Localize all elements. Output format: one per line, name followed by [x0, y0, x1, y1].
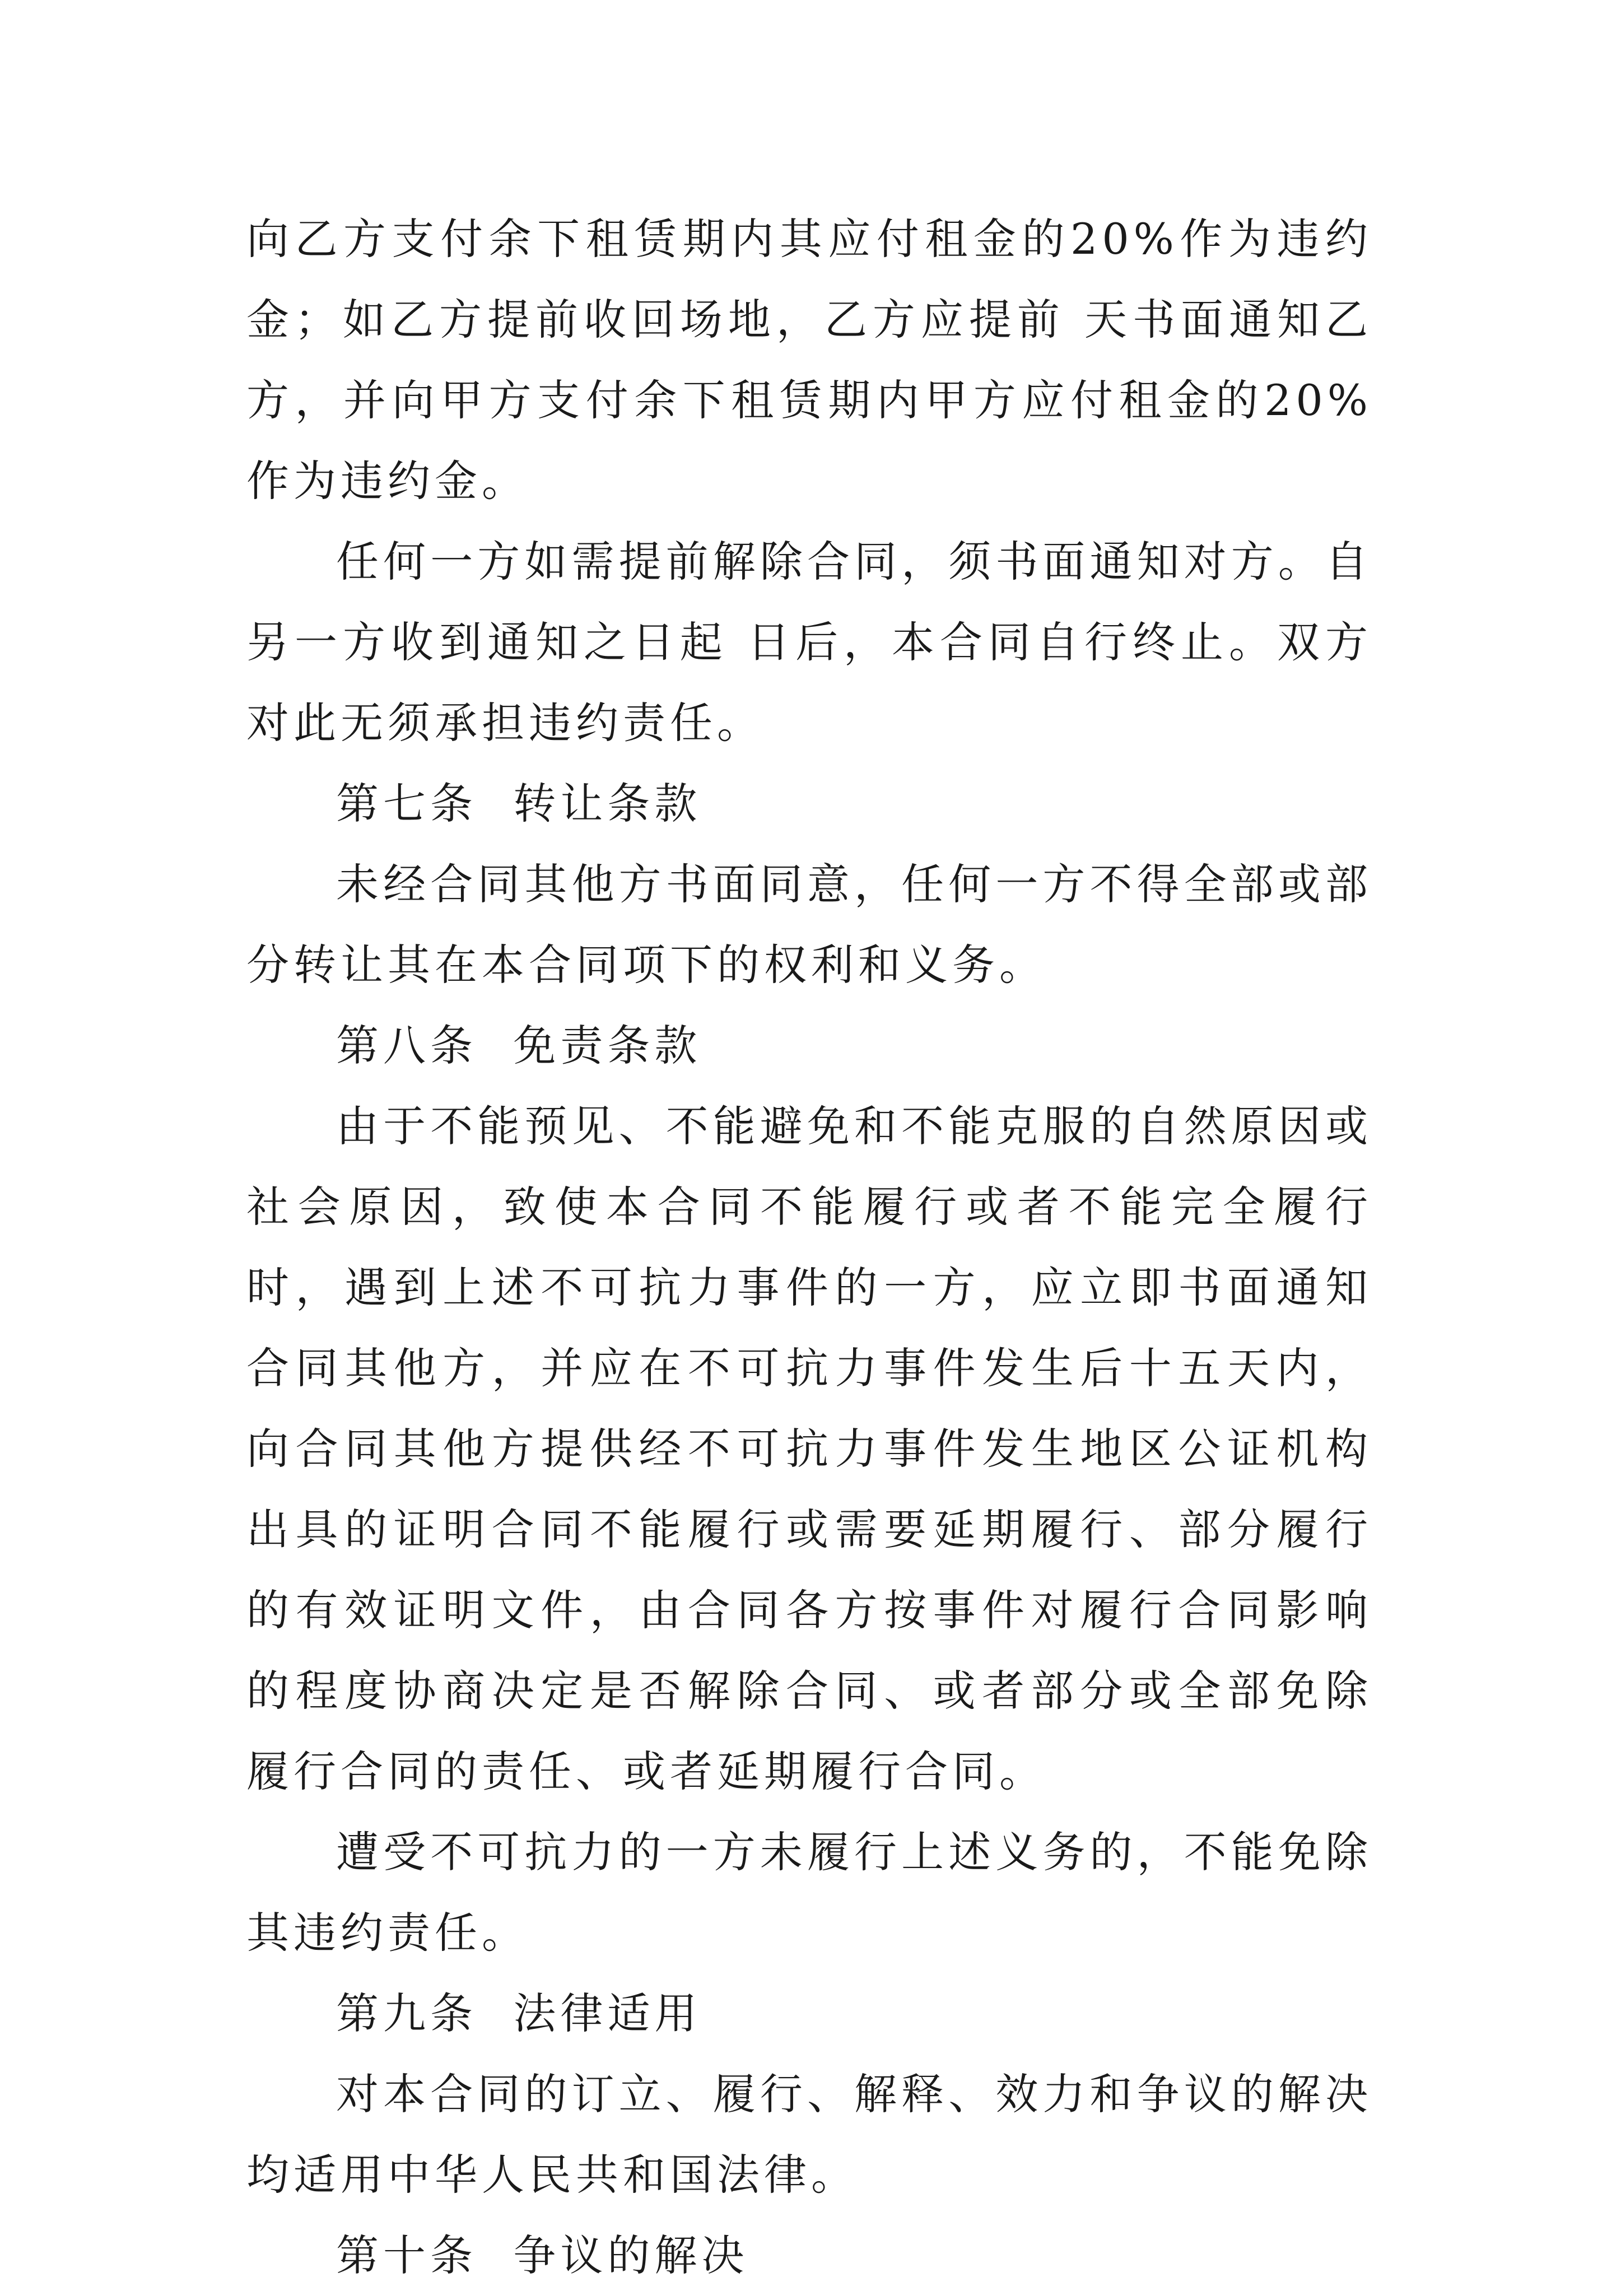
paragraph-force-majeure: 由于不能预见、不能避免和不能克服的自然原因或社会原因，致使本合同不能履行或者不能完全履行时，遇到上述不可抗力事件的一方，应立即书面通知合同其他方，并应在不可抗力事件发生后十五天内，向合同其他方提供经不可抗力事件发生地区公证机构出具的证明合同不能履行或需要延期履行、部分履行的有效证明文件，由合同各方按事件对履行合同影响的程度协商决定是否解除合同、或者部分或全部免除履行合同的责任、或者延期履行合同。	[246, 1101, 1372, 1796]
paragraph-governing-law: 对本合同的订立、履行、解释、效力和争议的解决均适用中华人民共和国法律。	[246, 2069, 1372, 2200]
paragraph-penalty-clause: 向乙方支付余下租赁期内其应付租金的20%作为违约金；如乙方提前收回场地，乙方应提前 天书面通知乙方，并向甲方支付余下租赁期内甲方应付租金的20%作为违约金。	[246, 214, 1372, 506]
heading-article-7: 第七条 转让条款	[336, 779, 702, 828]
heading-article-8: 第八条 免责条款	[336, 1021, 702, 1070]
heading-article-9: 第九条 法律适用	[336, 1988, 702, 2038]
document-body	[246, 199, 1372, 2296]
paragraph-transfer: 未经合同其他方书面同意，任何一方不得全部或部分转让其在本合同项下的权利和义务。	[246, 859, 1372, 990]
paragraph-force-majeure-liability: 遭受不可抗力的一方未履行上述义务的，不能免除其违约责任。	[246, 1827, 1372, 1958]
heading-article-10: 第十条 争议的解决	[336, 2230, 749, 2280]
paragraph-early-termination: 任何一方如需提前解除合同，须书面通知对方。自另一方收到通知之日起 日后，本合同自行终止。双方对此无须承担违约责任。	[246, 537, 1372, 748]
